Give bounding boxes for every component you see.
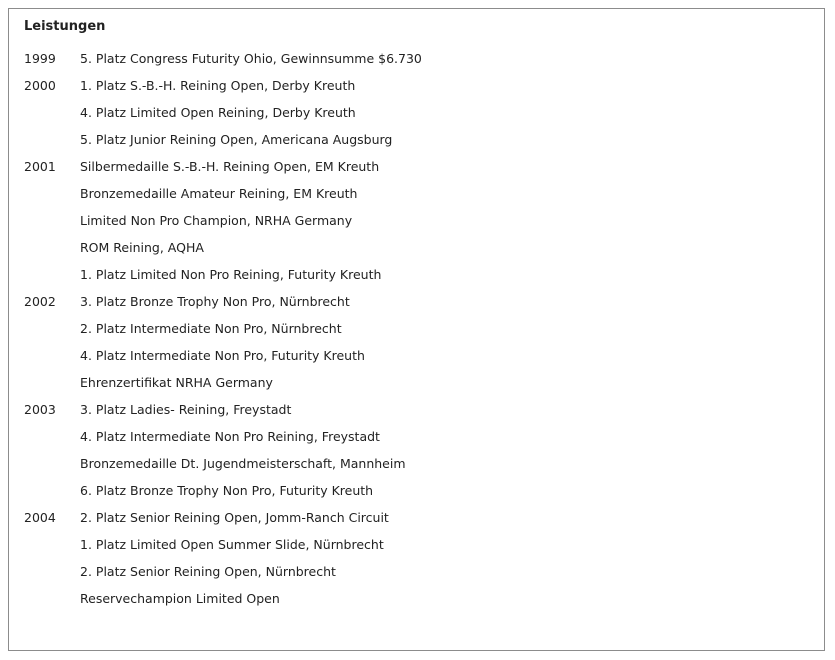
achievement-text: Bronzemedaille Amateur Reining, EM Kreuth <box>80 185 358 201</box>
achievement-row <box>24 180 804 207</box>
achievement-year: 2004 <box>24 509 56 525</box>
achievement-text: 2. Platz Senior Reining Open, Jomm-Ranch Circuit <box>80 509 389 525</box>
achievement-row <box>24 207 804 234</box>
achievement-row <box>24 288 804 315</box>
achievement-row <box>24 477 804 504</box>
achievement-year: 2001 <box>24 158 56 174</box>
achievement-text: 4. Platz Intermediate Non Pro Reining, Freystadt <box>80 428 380 444</box>
achievement-row <box>24 450 804 477</box>
achievement-text: Bronzemedaille Dt. Jugendmeisterschaft, Mannheim <box>80 455 406 471</box>
achievement-year: 2003 <box>24 401 56 417</box>
achievement-year: 2002 <box>24 293 56 309</box>
achievement-text: ROM Reining, AQHA <box>80 239 204 255</box>
achievement-text: 2. Platz Intermediate Non Pro, Nürnbrecht <box>80 320 342 336</box>
achievement-text: 3. Platz Bronze Trophy Non Pro, Nürnbrecht <box>80 293 350 309</box>
achievement-row <box>24 45 804 72</box>
achievement-row <box>24 396 804 423</box>
achievement-text: 2. Platz Senior Reining Open, Nürnbrecht <box>80 563 336 579</box>
achievement-row <box>24 234 804 261</box>
achievement-text: 5. Platz Congress Futurity Ohio, Gewinnsumme $6.730 <box>80 50 422 66</box>
achievement-row <box>24 72 804 99</box>
achievement-row <box>24 99 804 126</box>
achievement-year: 1999 <box>24 50 56 66</box>
section-title: Leistungen <box>24 19 106 34</box>
achievement-row <box>24 126 804 153</box>
achievement-row <box>24 315 804 342</box>
achievement-text: Limited Non Pro Champion, NRHA Germany <box>80 212 353 228</box>
achievement-year: 2000 <box>24 77 56 93</box>
achievement-list <box>24 45 804 612</box>
achievement-text: Reservechampion Limited Open <box>80 590 280 606</box>
achievements-panel <box>8 8 825 651</box>
achievement-text: 5. Platz Junior Reining Open, Americana Augsburg <box>80 131 393 147</box>
achievement-text: 6. Platz Bronze Trophy Non Pro, Futurity Kreuth <box>80 482 374 498</box>
achievement-text: 1. Platz Limited Open Summer Slide, Nürnbrecht <box>80 536 384 552</box>
achievement-text: 4. Platz Intermediate Non Pro, Futurity Kreuth <box>80 347 365 363</box>
achievement-text: 3. Platz Ladies- Reining, Freystadt <box>80 401 292 417</box>
achievement-text: Ehrenzertifikat NRHA Germany <box>80 374 273 390</box>
achievement-row <box>24 558 804 585</box>
achievement-row <box>24 531 804 558</box>
achievement-text: Silbermedaille S.-B.-H. Reining Open, EM Kreuth <box>80 158 380 174</box>
achievement-row <box>24 342 804 369</box>
achievement-row <box>24 153 804 180</box>
achievement-row <box>24 423 804 450</box>
achievement-row <box>24 261 804 288</box>
achievement-row <box>24 504 804 531</box>
achievement-row <box>24 369 804 396</box>
achievement-text: 1. Platz S.-B.-H. Reining Open, Derby Kreuth <box>80 77 356 93</box>
achievement-text: 4. Platz Limited Open Reining, Derby Kreuth <box>80 104 356 120</box>
achievement-row <box>24 585 804 612</box>
achievement-text: 1. Platz Limited Non Pro Reining, Futurity Kreuth <box>80 266 382 282</box>
